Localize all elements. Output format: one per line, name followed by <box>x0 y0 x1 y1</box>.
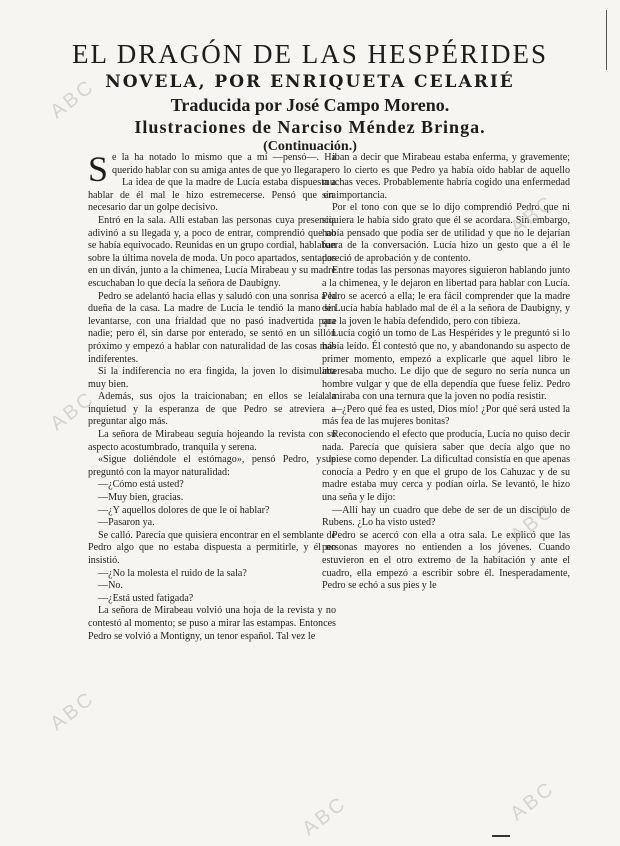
body-paragraph <box>322 505 570 530</box>
watermark-stamp: ABC <box>298 792 352 841</box>
body-paragraph <box>88 593 336 606</box>
watermark-stamp: ABC <box>506 777 560 826</box>
paragraph-text: Entró en la sala. Allí estaban las personas cuya presencia adivinó a su llegada y, a poco de entrar, comprendió que no se había equivocado. Reunidas en un grupo cordial, hablaban sobre la última novela de moda. Un poco apartados, sentados en un diván, junto a la chimenea, Lucía Mirabeau y su madre escuchaban lo que decía la señora de Daubigny. <box>88 214 336 289</box>
paragraph-text: —No. <box>98 580 123 592</box>
body-paragraph <box>88 454 336 479</box>
body-paragraph <box>88 530 336 568</box>
watermark-stamp: ABC <box>46 687 100 736</box>
right-column <box>322 152 570 822</box>
continuation-note: (Continuación.) <box>263 139 357 154</box>
translator-credit: Traducida por José Campo Moreno. <box>170 95 450 115</box>
paragraph-text: Si la indiferencia no era fingida, la joven lo disimulaba muy bien. <box>88 366 336 390</box>
body-paragraph <box>88 479 336 492</box>
paragraph-text: «Sigue doliéndole el estómago», pensó Pedro, y le preguntó con la mayor naturalidad: <box>88 454 336 478</box>
paragraph-text: e la ha notado lo mismo que a mí —pensó—. Ha querido hablar con su amiga antes de que yo llegara. <box>112 152 336 176</box>
body-paragraph <box>88 391 336 429</box>
body-paragraph <box>88 291 336 367</box>
paragraph-text: —¿Pero qué fea es usted, Dios mío! ¿Por qué será usted la más fea de las mujeres bonitas? <box>322 403 570 428</box>
paragraph-text: —Muy bien, gracias. <box>98 492 184 504</box>
body-paragraph <box>88 505 336 518</box>
left-column <box>88 152 336 822</box>
drop-cap: S <box>88 152 109 189</box>
body-paragraph <box>322 429 570 505</box>
watermark-stamp: ABC <box>506 499 560 548</box>
body-paragraph <box>88 152 336 189</box>
paragraph-text: Entre todas las personas mayores siguieron hablando junto a la chimenea, y le dejaron en libertad para hablar con Lucía. Pedro se acercó a ella; le era fácil comprender que la madre de Lucía había hablado mal de él a la señora de Daubigny, y que la joven le había defendido, pero con tibieza. <box>322 265 570 327</box>
paragraph-text: Pedro se adelantó hacia ellas y saludó con una sonrisa a la dueña de la casa. La madre de Lucía le tendió la mano sin levantarse, con una frialdad que no pasó inadvertida para nadie; pero él, sin darse por enterado, se sentó en un sillón próximo y empezó a hablar con naturalidad de las cosas más indiferentes. <box>88 290 336 365</box>
body-paragraph <box>88 517 336 530</box>
paragraph-text: —Allí hay un cuadro que debe de ser de un discípulo de Rubens. ¿Lo ha visto usted? <box>322 504 570 529</box>
body-paragraph <box>88 568 336 581</box>
article-subtitle: NOVELA, POR ENRIQUETA CELARIÉ <box>105 72 515 92</box>
body-paragraph <box>322 265 570 328</box>
paragraph-text: Por el tono con que se lo dijo comprendió Pedro que ni siquiera le había sido grato que él se acordara. Sin embargo, había pensado que podía ser de utilidad y que no le dejarían fuera de la conversación. Lucía hizo un gesto que a él le pareció de aprobación y de contento. <box>322 202 570 264</box>
body-paragraph <box>322 530 570 593</box>
body-paragraph <box>88 605 336 643</box>
article-title: EL DRAGÓN DE LAS HESPÉRIDES <box>71 39 548 69</box>
paragraph-text: —¿Está usted fatigada? <box>98 592 194 604</box>
paragraph-text: —¿Y aquellos dolores de que le oí hablar? <box>98 504 270 516</box>
paragraph-text: —¿No la molesta el ruido de la sala? <box>98 567 247 579</box>
paragraph-text: Se calló. Parecía que quisiera encontrar en el semblante de Pedro algo que no estaba dispuesta a permitirle, y él no insistió. <box>88 529 336 566</box>
paragraph-text: —Pasaron ya. <box>98 517 155 529</box>
paragraph-text: La señora de Mirabeau volvió una hoja de la revista y no contestó al momento; se puso a mirar las estampas. Entonces Pedro se volvió a Montigny, un tenor español. Tal vez le <box>88 605 336 642</box>
body-paragraph <box>88 177 336 215</box>
body-paragraph <box>88 215 336 291</box>
paragraph-text: La señora de Mirabeau seguía hojeando la revista con su aspecto acostumbrado, tranquila y serena. <box>88 429 336 453</box>
watermark-stamp: ABC <box>46 387 100 436</box>
paragraph-text: —¿Cómo está usted? <box>98 479 184 491</box>
illustrator-credit: Ilustraciones de Narciso Méndez Bringa. <box>134 117 486 137</box>
body-paragraph <box>88 580 336 593</box>
article-header <box>40 38 580 155</box>
watermark-stamp: ABC <box>506 191 560 240</box>
body-paragraph <box>88 492 336 505</box>
body-paragraph <box>322 202 570 265</box>
body-paragraph <box>322 404 570 429</box>
paragraph-text: Reconociendo el efecto que producía, Lucía no quiso decir nada. Parecía que quisiera saber que decía algo que no supiese como depender. La dificultad consistía en que apenas conocía a Pedro y en que el grupo de los Cahuzac y de su madre estaba muy cerca y podían oírla. Se levantó, le hizo una seña y le dijo: <box>322 429 570 504</box>
paragraph-text: La idea de que la madre de Lucía estaba dispuesta a hablar de él mal le hizo estremecerse. Pensó que era necesario dar un golpe decisivo. <box>88 177 336 214</box>
paragraph-text: Además, sus ojos la traicionaban; en ellos se leía la inquietud y la esperanza de que Pedro se atreviera a preguntar algo más. <box>88 391 336 428</box>
body-paragraph <box>322 152 570 202</box>
footer-rule <box>492 835 510 837</box>
watermark-stamp: ABC <box>46 75 100 124</box>
paragraph-text: Pedro se acercó con ella a otra sala. Le explicó que las personas mayores no entienden a los jóvenes. Cuando estuvieron en el otro extremo de la habitación y ante el cuadro, ella empezó a escribir sobre él. Inesperadamente, Pedro se echó a sus pies y le <box>322 529 570 592</box>
body-paragraph <box>88 366 336 391</box>
body-paragraph <box>322 328 570 404</box>
paragraph-text: iban a decir que Mirabeau estaba enferma, y gravemente; pero lo cierto es que Pedro ya había oído hablar de aquello muchas veces. Probablemente habría cogido una enfermedad sin importancia. <box>322 152 570 201</box>
paragraph-text: Lucía cogió un tomo de Las Hespérides y le preguntó si lo había leído. Él contestó que no, y abandonando su aspecto de primer momento, empezó a explicarle que aquel libro le interesaba mucho. Le dijo que de seguro no sería nunca un hombre vulgar y que de ella dependía que fuese feliz. Pedro la miraba con una ternura que la joven no podía resistir. <box>322 328 570 403</box>
margin-mark <box>606 10 607 70</box>
body-paragraph <box>88 429 336 454</box>
